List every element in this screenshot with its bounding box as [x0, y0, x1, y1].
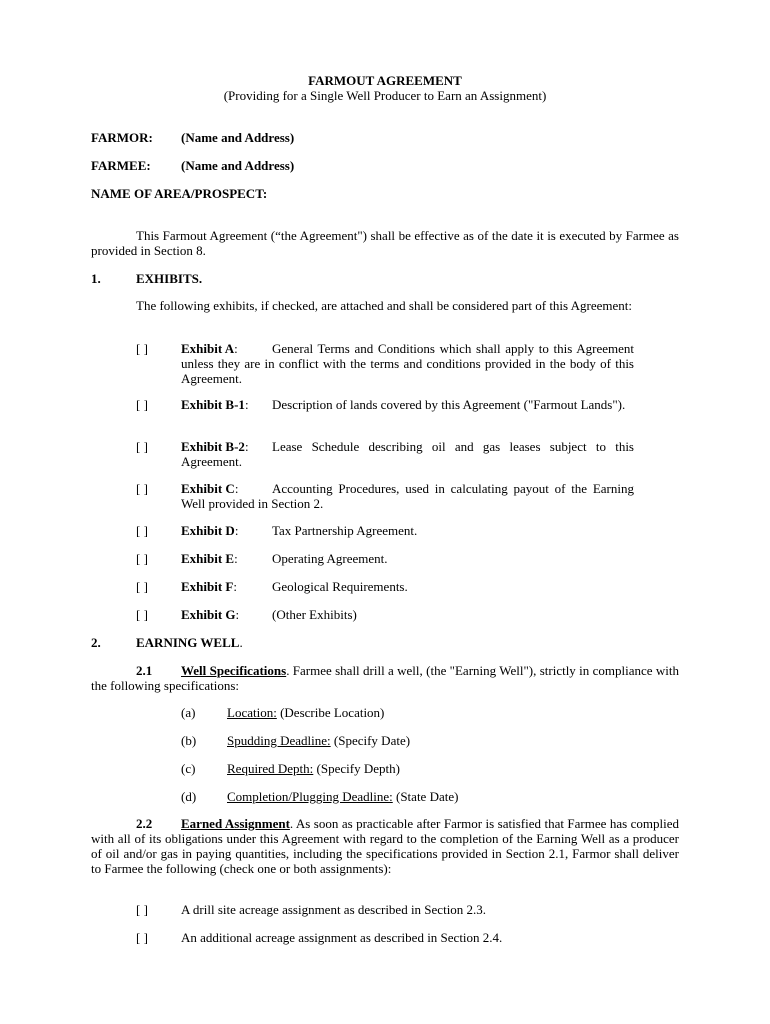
spec-d: Completion/Plugging Deadline: (State Date) [227, 789, 459, 804]
exhibit-b2-checkbox[interactable]: [ ] [136, 439, 148, 454]
farmor-value: (Name and Address) [181, 130, 295, 145]
exhibit-d-text: Tax Partnership Agreement. [272, 523, 418, 538]
exhibit-e-text: Operating Agreement. [272, 551, 388, 566]
spec-d-letter: (d) [181, 789, 197, 804]
assignment-2-text: An additional acreage assignment as described in Section 2.4. [181, 930, 503, 945]
exhibit-c-label: Exhibit C: [181, 481, 239, 496]
exhibit-b2-text: Lease Schedule describing oil and gas leases subject to this Agreement. [181, 439, 634, 469]
exhibit-f-label: Exhibit F: [181, 579, 237, 594]
section-2-title: EARNING WELL. [136, 635, 243, 650]
section-2-number: 2. [91, 635, 101, 650]
section-1-number: 1. [91, 271, 101, 286]
exhibit-g-text: (Other Exhibits) [272, 607, 357, 622]
exhibit-e-checkbox[interactable]: [ ] [136, 551, 148, 566]
exhibit-b1-checkbox[interactable]: [ ] [136, 397, 148, 412]
section-2-2-paragraph: 2.2 Earned Assignment. As soon as practicable after Farmor is satisfied that Farmee has complied with all of its obligations under this Agreement with regard to the completion of the Earning Well as a producer of oil and/or gas in paying quantities, including the specifications provided in Section 2.1, Farmor shall deliver to Farmee the following (check one or both assignments): [91, 816, 679, 876]
spec-b: Spudding Deadline: (Specify Date) [227, 733, 411, 748]
spec-a: Location: (Describe Location) [227, 705, 385, 720]
farmee-label: FARMEE: [91, 158, 151, 173]
exhibit-b1-text: Description of lands covered by this Agreement ("Farmout Lands"). [272, 397, 626, 412]
exhibit-e-label: Exhibit E: [181, 551, 238, 566]
exhibit-f-checkbox[interactable]: [ ] [136, 579, 148, 594]
spec-b-letter: (b) [181, 733, 197, 748]
section-1-text: The following exhibits, if checked, are attached and shall be considered part of this Agreement: [136, 298, 632, 313]
exhibit-c-checkbox[interactable]: [ ] [136, 481, 148, 496]
exhibit-g-label: Exhibit G: [181, 607, 240, 622]
exhibit-a-label: Exhibit A: [181, 341, 238, 356]
spec-a-letter: (a) [181, 705, 196, 720]
farmor-label: FARMOR: [91, 130, 153, 145]
exhibit-f-text: Geological Requirements. [272, 579, 408, 594]
section-2-1-paragraph: 2.1 Well Specifications. Farmee shall drill a well, (the "Earning Well"), strictly in compliance with the following specifications: [91, 663, 679, 693]
spec-c: Required Depth: (Specify Depth) [227, 761, 400, 776]
exhibit-c-text: Accounting Procedures, used in calculating payout of the Earning Well provided in Section 2. [181, 481, 634, 511]
spec-c-letter: (c) [181, 761, 196, 776]
farmee-value: (Name and Address) [181, 158, 295, 173]
section-1-title: EXHIBITS. [136, 271, 203, 286]
exhibit-g-checkbox[interactable]: [ ] [136, 607, 148, 622]
exhibit-d-label: Exhibit D: [181, 523, 239, 538]
exhibit-b1-label: Exhibit B-1: [181, 397, 249, 412]
exhibit-a-text: General Terms and Conditions which shall apply to this Agreement unless they are in conflict with the terms and conditions provided in the body of this Agreement. [181, 341, 634, 386]
document-subtitle: (Providing for a Single Well Producer to Earn an Assignment) [223, 88, 547, 103]
exhibit-b2-label: Exhibit B-2: [181, 439, 249, 454]
document-title: FARMOUT AGREEMENT [308, 73, 462, 88]
assignment-2-checkbox[interactable]: [ ] [136, 930, 148, 945]
assignment-1-checkbox[interactable]: [ ] [136, 902, 148, 917]
assignment-1-text: A drill site acreage assignment as described in Section 2.3. [181, 902, 487, 917]
exhibit-a-checkbox[interactable]: [ ] [136, 341, 148, 356]
intro-paragraph: This Farmout Agreement (“the Agreement") shall be effective as of the date it is executed by Farmee as provided in Section 8. [91, 228, 679, 258]
exhibit-d-checkbox[interactable]: [ ] [136, 523, 148, 538]
area-prospect-label: NAME OF AREA/PROSPECT: [91, 186, 268, 201]
